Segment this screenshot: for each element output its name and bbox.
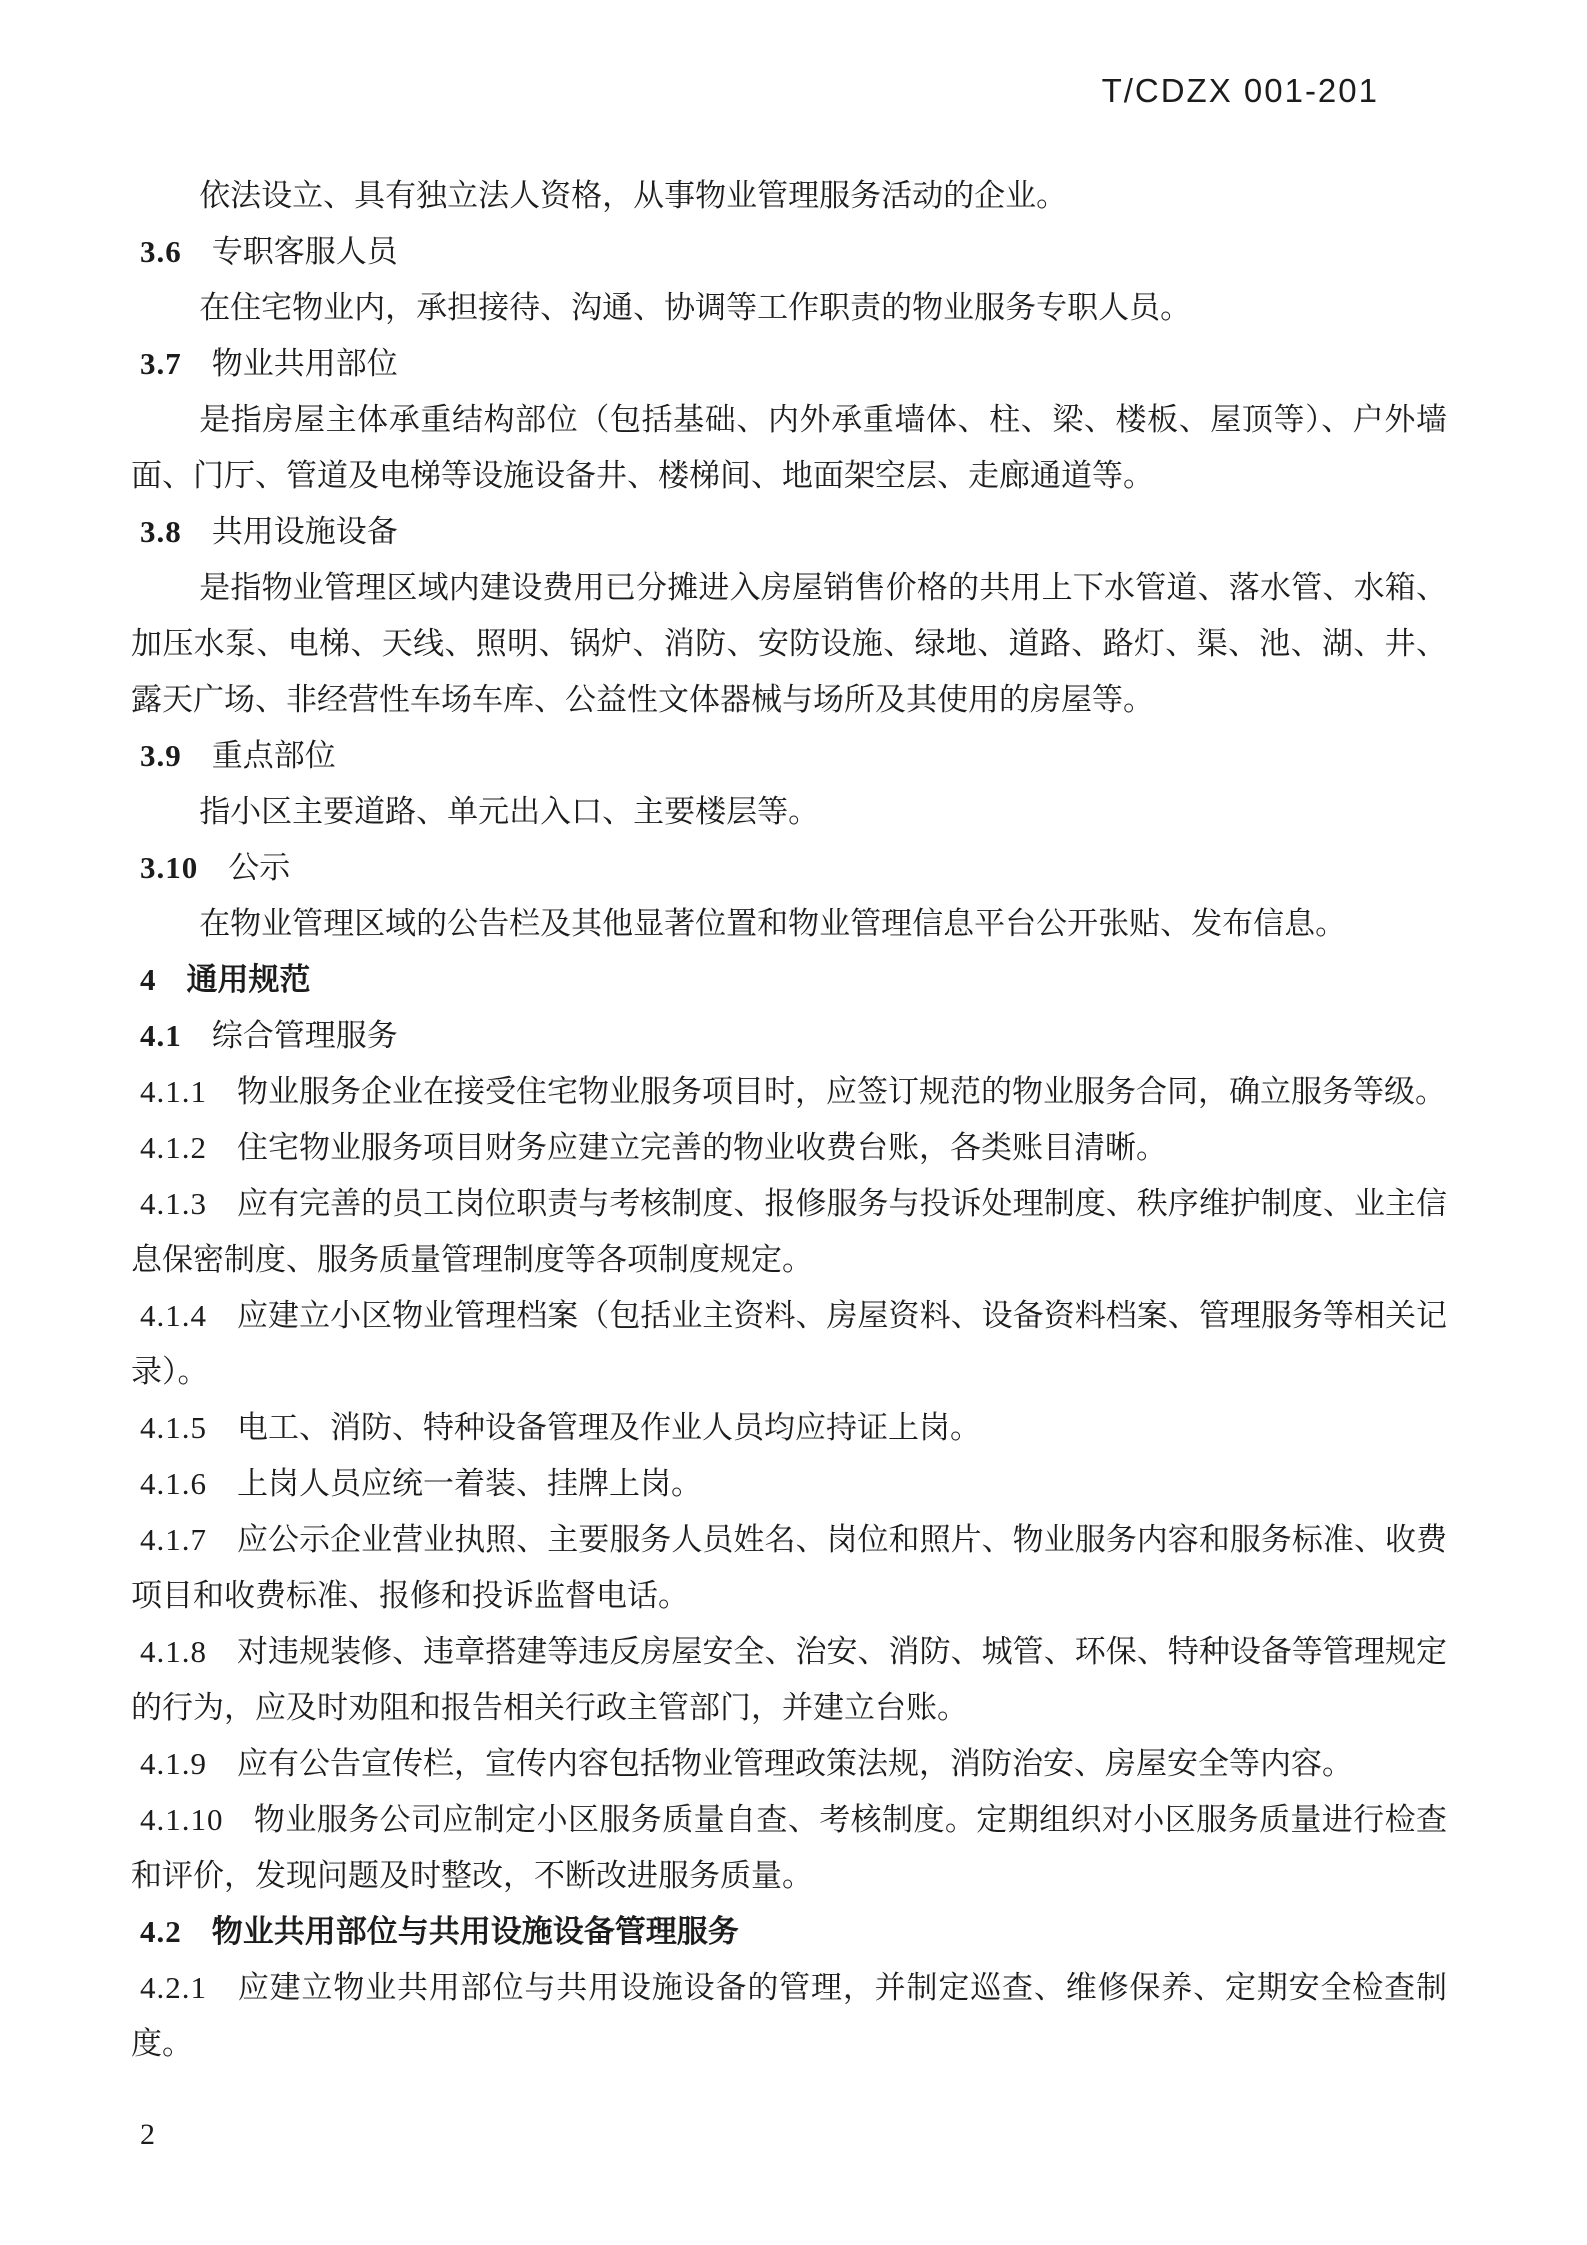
section-heading — [131, 1904, 1447, 1960]
section-number: 3.7 — [140, 346, 182, 381]
section-title: 通用规范 — [186, 962, 311, 997]
body-paragraph: 是指物业管理区域内建设费用已分摊进入房屋销售价格的共用上下水管道、落水管、水箱、加压水泵、电梯、天线、照明、锅炉、消防、安防设施、绿地、道路、路灯、渠、池、湖、井、露天广场、非经营性车场车库、公益性文体器械与场所及其使用的房屋等。 — [131, 570, 1447, 717]
clause-number: 4.1.9 — [140, 1746, 207, 1781]
section-heading — [131, 840, 1447, 896]
clause-text: 应有公告宣传栏，宣传内容包括物业管理政策法规，消防治安、房屋安全等内容。 — [237, 1746, 1353, 1781]
clause — [131, 1624, 1447, 1736]
body-paragraph: 是指房屋主体承重结构部位（包括基础、内外承重墙体、柱、梁、楼板、屋顶等）、户外墙面、门厅、管道及电梯等设施设备井、楼梯间、地面架空层、走廊通道等。 — [131, 402, 1447, 493]
clause-number: 4.1.10 — [140, 1802, 224, 1837]
clause — [131, 1512, 1447, 1624]
clause-number: 4.1.4 — [140, 1298, 207, 1333]
section-number: 3.8 — [140, 514, 182, 549]
clause-text: 电工、消防、特种设备管理及作业人员均应持证上岗。 — [237, 1410, 981, 1445]
section-number: 3.6 — [140, 234, 182, 269]
clause-text: 应公示企业营业执照、主要服务人员姓名、岗位和照片、物业服务内容和服务标准、收费项目和收费标准、报修和投诉监督电话。 — [131, 1522, 1447, 1613]
body-paragraph: 依法设立、具有独立法人资格，从事物业管理服务活动的企业。 — [199, 178, 1068, 213]
clause-text: 物业服务企业在接受住宅物业服务项目时，应签订规范的物业服务合同，确立服务等级。 — [237, 1074, 1446, 1109]
section-number: 4.1 — [140, 1018, 182, 1053]
body-paragraph: 在住宅物业内，承担接待、沟通、协调等工作职责的物业服务专职人员。 — [199, 290, 1192, 325]
clause-text: 物业服务公司应制定小区服务质量自查、考核制度。定期组织对小区服务质量进行检查和评价，发现问题及时整改，不断改进服务质量。 — [131, 1802, 1447, 1893]
section-number: 3.9 — [140, 738, 182, 773]
clause-number: 4.1.3 — [140, 1186, 207, 1221]
clause — [131, 1288, 1447, 1400]
section-title: 物业共用部位 — [211, 346, 398, 381]
clause — [131, 1064, 1447, 1120]
clause-text: 应有完善的员工岗位职责与考核制度、报修服务与投诉处理制度、秩序维护制度、业主信息保密制度、服务质量管理制度等各项制度规定。 — [131, 1186, 1447, 1277]
section-heading — [131, 1008, 1447, 1064]
section-number: 4 — [140, 962, 157, 997]
clause — [131, 1400, 1447, 1456]
clause-number: 4.1.6 — [140, 1466, 207, 1501]
section-title: 公示 — [228, 850, 291, 885]
clause-number: 4.1.8 — [140, 1634, 207, 1669]
section-title: 专职客服人员 — [211, 234, 398, 269]
clause-text: 上岗人员应统一着装、挂牌上岗。 — [237, 1466, 702, 1501]
section-heading — [131, 728, 1447, 784]
section-heading — [131, 336, 1447, 392]
section-title: 重点部位 — [211, 738, 336, 773]
section-title: 物业共用部位与共用设施设备管理服务 — [211, 1914, 739, 1949]
clause-text: 对违规装修、违章搭建等违反房屋安全、治安、消防、城管、环保、特种设备等管理规定的行为，应及时劝阻和报告相关行政主管部门，并建立台账。 — [131, 1634, 1447, 1725]
doc-code: T/CDZX 001-201 — [1101, 72, 1379, 109]
clause-number: 4.1.7 — [140, 1522, 207, 1557]
clause-text: 应建立物业共用部位与共用设施设备的管理，并制定巡查、维修保养、定期安全检查制度。 — [131, 1970, 1447, 2061]
section-title: 综合管理服务 — [211, 1018, 398, 1053]
clause — [131, 1176, 1447, 1288]
body-paragraph: 在物业管理区域的公告栏及其他显著位置和物业管理信息平台公开张贴、发布信息。 — [199, 906, 1347, 941]
section-number: 3.10 — [140, 850, 199, 885]
clause-text: 住宅物业服务项目财务应建立完善的物业收费台账，各类账目清晰。 — [237, 1130, 1167, 1165]
clause-number: 4.2.1 — [140, 1970, 207, 2005]
clause-text: 应建立小区物业管理档案（包括业主资料、房屋资料、设备资料档案、管理服务等相关记录）。 — [131, 1298, 1447, 1389]
clause — [131, 1456, 1447, 1512]
clause-number: 4.1.2 — [140, 1130, 207, 1165]
section-heading — [131, 224, 1447, 280]
clause — [131, 1736, 1447, 1792]
body-paragraph: 指小区主要道路、单元出入口、主要楼层等。 — [199, 794, 820, 829]
section-heading — [131, 504, 1447, 560]
section-number: 4.2 — [140, 1914, 182, 1949]
clause-number: 4.1.1 — [140, 1074, 207, 1109]
page-number: 2 — [140, 2118, 155, 2151]
document-body — [131, 168, 1447, 2072]
clause — [131, 1960, 1447, 2072]
clause — [131, 1792, 1447, 1904]
section-title: 共用设施设备 — [211, 514, 398, 549]
section-heading — [131, 952, 1447, 1008]
clause — [131, 1120, 1447, 1176]
clause-number: 4.1.5 — [140, 1410, 207, 1445]
